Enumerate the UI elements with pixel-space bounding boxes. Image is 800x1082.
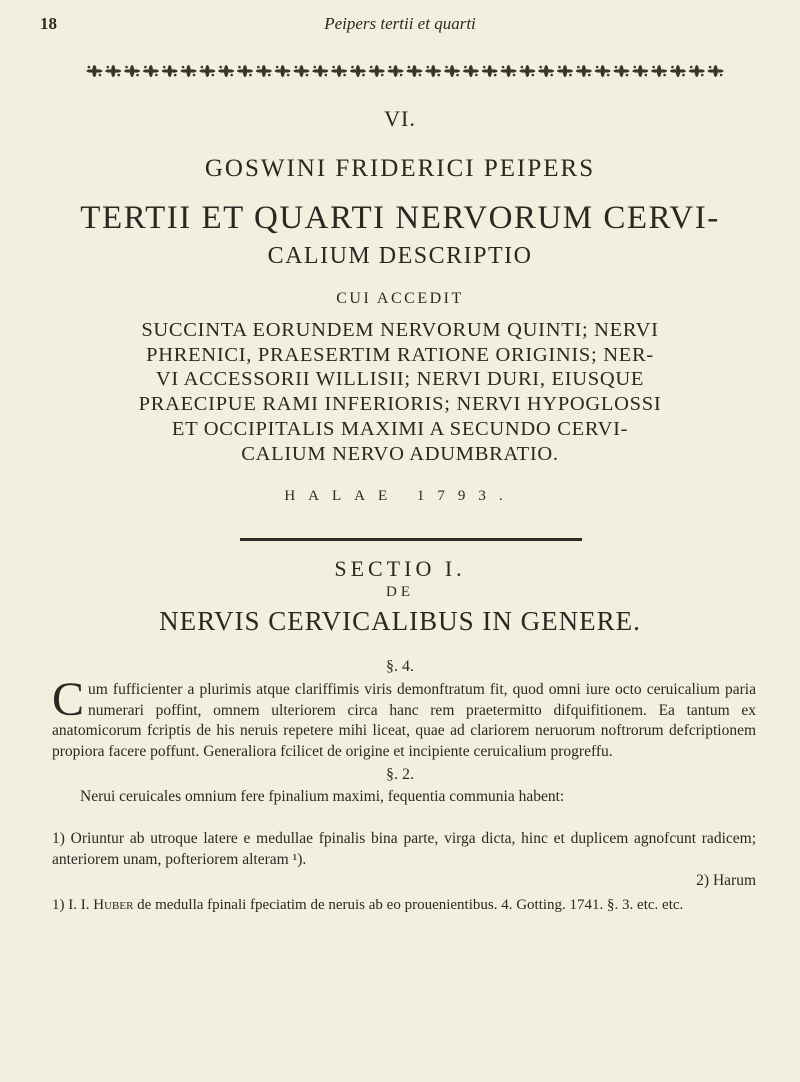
item-number: VI.	[384, 106, 416, 131]
fleuron-icon	[519, 65, 535, 77]
paragraph-2: Nerui ceruicales omnium fere fpinalium maximi, fequentia communia habent:	[80, 788, 565, 805]
fleuron-icon	[369, 65, 385, 77]
fleuron-icon	[425, 65, 441, 77]
fleuron-icon	[708, 65, 724, 77]
running-head	[40, 14, 760, 38]
fleuron-icon	[632, 65, 648, 77]
fleuron-icon	[388, 65, 404, 77]
footnote-marker: 1)	[52, 897, 65, 913]
imprint: HALAE 1793.	[284, 488, 516, 504]
fleuron-icon	[293, 65, 309, 77]
fleuron-icon	[595, 65, 611, 77]
fleuron-icon	[482, 65, 498, 77]
fleuron-icon	[350, 65, 366, 77]
section-label: SECTIO I.	[334, 556, 466, 581]
horizontal-rule	[240, 538, 582, 541]
fleuron-icon	[86, 65, 102, 77]
section-title: NERVIS CERVICALIBUS IN GENERE.	[159, 606, 641, 636]
fleuron-icon	[576, 65, 592, 77]
fleuron-icon	[444, 65, 460, 77]
subtitle-block	[0, 318, 800, 466]
paragraph-number: §. 4.	[386, 658, 414, 675]
subtitle-line: ET OCCIPITALIS MAXIMI A SECUNDO CERVI-	[171, 417, 629, 440]
fleuron-icon	[463, 65, 479, 77]
fleuron-icon	[689, 65, 705, 77]
fleuron-icon	[501, 65, 517, 77]
fleuron-ornament-row-icon	[85, 62, 725, 80]
subtitle-line: CALIUM NERVO ADUMBRATIO.	[241, 442, 559, 465]
fleuron-icon	[105, 65, 121, 77]
fleuron-icon	[237, 65, 253, 77]
fleuron-icon	[312, 65, 328, 77]
footnote-author: I. I. Huber	[68, 897, 134, 913]
fleuron-icon	[199, 65, 215, 77]
paragraph-3: 1) Oriuntur ab utroque latere e medullae fpinalis bina parte, virga dicta, hinc et duplicem agnofcunt radicem; anteriorem unam, pofteriorem alteram ¹).	[52, 830, 756, 868]
drop-cap: C	[52, 673, 85, 726]
fleuron-icon	[538, 65, 554, 77]
fleuron-icon	[406, 65, 422, 77]
subtitle-line: VI ACCESSORII WILLISII; NERVI DURI, EIUSQUE	[155, 368, 645, 391]
paragraph-number: §. 2.	[386, 766, 414, 783]
fleuron-icon	[124, 65, 140, 77]
running-title: Peipers tertii et quarti	[324, 14, 476, 33]
fleuron-icon	[181, 65, 197, 77]
fleuron-icon	[275, 65, 291, 77]
title-line-2: CALIUM DESCRIPTIO	[267, 243, 533, 269]
section-de: DE	[386, 584, 414, 600]
fleuron-icon	[613, 65, 629, 77]
fleuron-icon	[218, 65, 234, 77]
fleuron-icon	[670, 65, 686, 77]
footnote	[52, 896, 756, 915]
subtitle-line: PHRENICI, PRAESERTIM RATIONE ORIGINIS; NER-	[146, 343, 654, 366]
fleuron-icon	[143, 65, 159, 77]
cui-accedit-line: CUI ACCEDIT	[336, 290, 464, 307]
author-name: GOSWINI FRIDERICI PEIPERS	[204, 155, 596, 182]
fleuron-icon	[162, 65, 178, 77]
fleuron-icon	[651, 65, 667, 77]
footnote-text: de medulla fpinali fpeciatim de neruis ab eo prouenientibus. 4. Gotting. 1741. §. 3. etc. etc.	[137, 897, 684, 913]
paragraph-1	[52, 673, 756, 762]
fleuron-icon	[256, 65, 272, 77]
subtitle-line: PRAECIPUE RAMI INFERIORIS; NERVI HYPOGLOSSI	[138, 393, 662, 416]
catchword: 2) Harum	[696, 872, 756, 889]
fleuron-icon	[557, 65, 573, 77]
title-line-1: TERTII ET QUARTI NERVORUM CERVI-	[80, 200, 720, 236]
page-number: 18	[40, 14, 57, 33]
subtitle-line: SUCCINTA EORUNDEM NERVORUM QUINTI; NERVI	[141, 319, 659, 341]
paragraph-1-text: um fufficienter a plurimis atque clariffimis viris demonftratum fit, quod omni iure octo ceruicalium paria numerari poffint, omnem ulteriorem circa hanc rem praetermitto difquifitionem. Ea tantum ex anatomicorum fcriptis de his neruis repetere mihi liceat, quae ad clariorem neruorum noftrorum defcriptionem propiora facere poffunt. Generaliora fcilicet de origine et incipiente ceruicalium progreffu.	[52, 681, 756, 760]
fleuron-icon	[331, 65, 347, 77]
